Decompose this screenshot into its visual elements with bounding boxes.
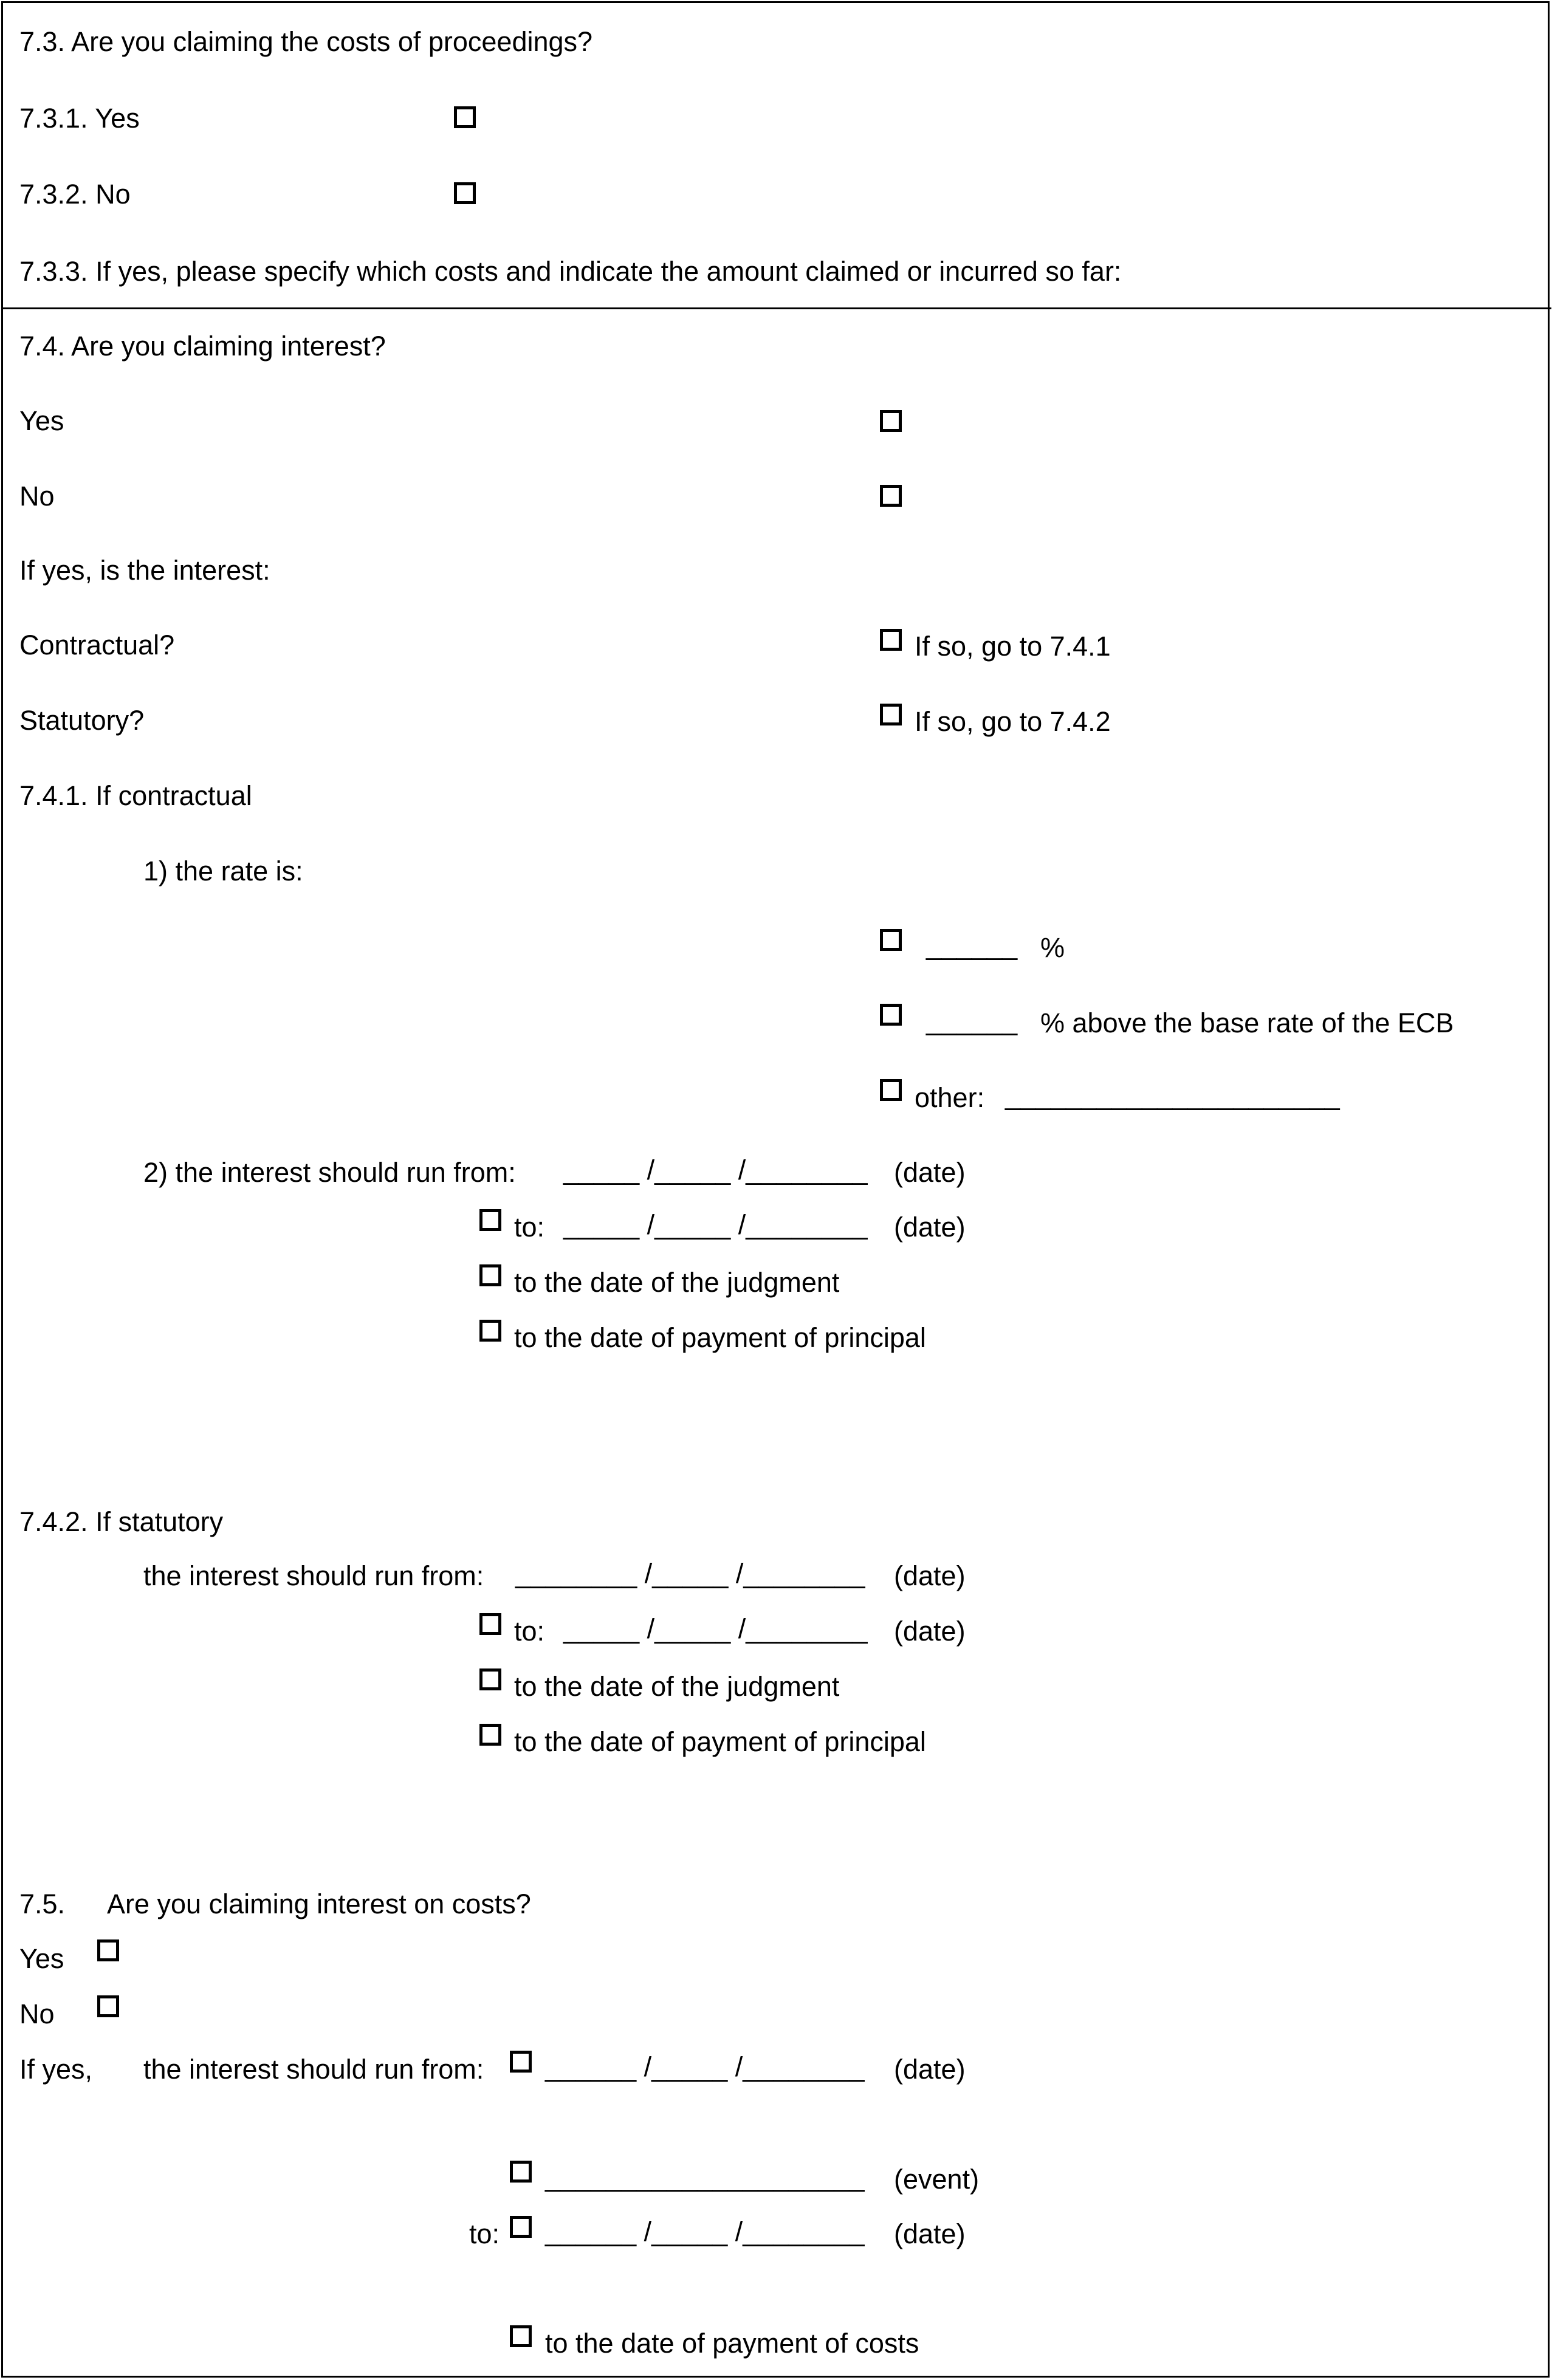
label-percent: %	[1040, 932, 1065, 963]
from-date-field-741[interactable]: _____ /_____ /________	[563, 1154, 868, 1185]
label-date-from-742: (date)	[894, 1560, 966, 1591]
label-payment-principal-741: to the date of payment of principal	[514, 1322, 926, 1353]
checkbox-payment-principal-742[interactable]	[479, 1724, 501, 1746]
label-7-5-if-yes: If yes,	[19, 2054, 93, 2085]
checkbox-to-date-741[interactable]	[479, 1209, 501, 1231]
label-to-75: to:	[469, 2218, 500, 2249]
checkbox-7-3-2-no[interactable]	[454, 182, 476, 204]
rate-ecb-field[interactable]: ______	[926, 1005, 1018, 1036]
checkbox-rate-percent[interactable]	[880, 929, 902, 951]
label-statutory-go: If so, go to 7.4.2	[915, 706, 1111, 737]
rate-other-field[interactable]: ______________________	[1005, 1080, 1340, 1111]
checkbox-to-date-742[interactable]	[479, 1613, 501, 1635]
question-7-5: Are you claiming interest on costs?	[107, 1888, 531, 1919]
checkbox-to-date-75[interactable]	[510, 2216, 532, 2238]
label-date-from-741: (date)	[894, 1157, 966, 1188]
label-7-3-3-specify: 7.3.3. If yes, please specify which costs and indicate the amount claimed or incurred so far:	[19, 256, 1122, 287]
checkbox-rate-other[interactable]	[880, 1079, 902, 1101]
heading-7-4-2: 7.4.2. If statutory	[19, 1506, 224, 1537]
checkbox-7-5-yes[interactable]	[97, 1939, 119, 1961]
checkbox-7-3-1-yes[interactable]	[454, 106, 476, 128]
checkbox-from-date-75[interactable]	[510, 2051, 532, 2073]
label-contractual: Contractual?	[19, 629, 175, 660]
label-run-from-741: 2) the interest should run from:	[143, 1157, 516, 1188]
event-field-75[interactable]: _____________________	[545, 2161, 865, 2192]
checkbox-contractual[interactable]	[880, 629, 902, 651]
label-7-4-no: No	[19, 481, 55, 512]
label-7-4-yes: Yes	[19, 405, 64, 436]
checkbox-rate-ecb[interactable]	[880, 1004, 902, 1026]
to-date-field-75[interactable]: ______ /_____ /________	[545, 2216, 865, 2247]
question-7-3: 7.3. Are you claiming the costs of proceedings?	[19, 26, 593, 57]
label-above-ecb: % above the base rate of the ECB	[1040, 1007, 1454, 1038]
checkbox-7-4-no[interactable]	[880, 485, 902, 507]
label-date-to-75: (date)	[894, 2218, 966, 2249]
label-run-from-742: the interest should run from:	[143, 1560, 484, 1591]
label-payment-costs-75: to the date of payment of costs	[545, 2328, 919, 2359]
checkbox-payment-costs-75[interactable]	[510, 2325, 532, 2347]
checkbox-7-5-no[interactable]	[97, 1995, 119, 2017]
label-7-5-yes: Yes	[19, 1943, 64, 1974]
question-7-4: 7.4. Are you claiming interest?	[19, 331, 386, 362]
from-date-field-75[interactable]: ______ /_____ /________	[545, 2051, 865, 2082]
checkbox-judgment-741[interactable]	[479, 1264, 501, 1286]
label-judgment-741: to the date of the judgment	[514, 1267, 840, 1298]
checkbox-payment-principal-741[interactable]	[479, 1320, 501, 1342]
label-date-to-742: (date)	[894, 1616, 966, 1647]
to-date-field-742[interactable]: _____ /_____ /________	[563, 1613, 868, 1644]
form-sheet	[1, 1, 1550, 2378]
to-date-field-741[interactable]: _____ /_____ /________	[563, 1209, 868, 1240]
label-payment-principal-742: to the date of payment of principal	[514, 1726, 926, 1757]
rate-percent-field[interactable]: ______	[926, 930, 1018, 961]
label-other: other:	[915, 1082, 985, 1113]
label-to-741: to:	[514, 1212, 545, 1243]
label-contractual-go: If so, go to 7.4.1	[915, 631, 1111, 662]
label-judgment-742: to the date of the judgment	[514, 1671, 840, 1702]
checkbox-statutory[interactable]	[880, 704, 902, 725]
label-statutory: Statutory?	[19, 705, 145, 736]
label-date-to-741: (date)	[894, 1212, 966, 1243]
label-event-75: (event)	[894, 2164, 980, 2195]
checkbox-judgment-742[interactable]	[479, 1668, 501, 1690]
checkbox-7-4-yes[interactable]	[880, 410, 902, 432]
label-date-from-75: (date)	[894, 2054, 966, 2085]
label-rate: 1) the rate is:	[143, 856, 303, 886]
label-7-3-1-yes: 7.3.1. Yes	[19, 103, 140, 134]
label-to-742: to:	[514, 1616, 545, 1647]
from-date-field-742[interactable]: ________ /_____ /________	[515, 1558, 865, 1589]
checkbox-event-75[interactable]	[510, 2161, 532, 2183]
label-7-3-2-no: 7.3.2. No	[19, 179, 131, 210]
section-divider	[3, 307, 1551, 309]
question-7-5-number: 7.5.	[19, 1888, 66, 1919]
heading-7-4-1: 7.4.1. If contractual	[19, 780, 252, 811]
label-7-5-no: No	[19, 1998, 55, 2029]
label-if-yes-interest: If yes, is the interest:	[19, 555, 270, 586]
label-run-from-75: the interest should run from:	[143, 2054, 484, 2085]
